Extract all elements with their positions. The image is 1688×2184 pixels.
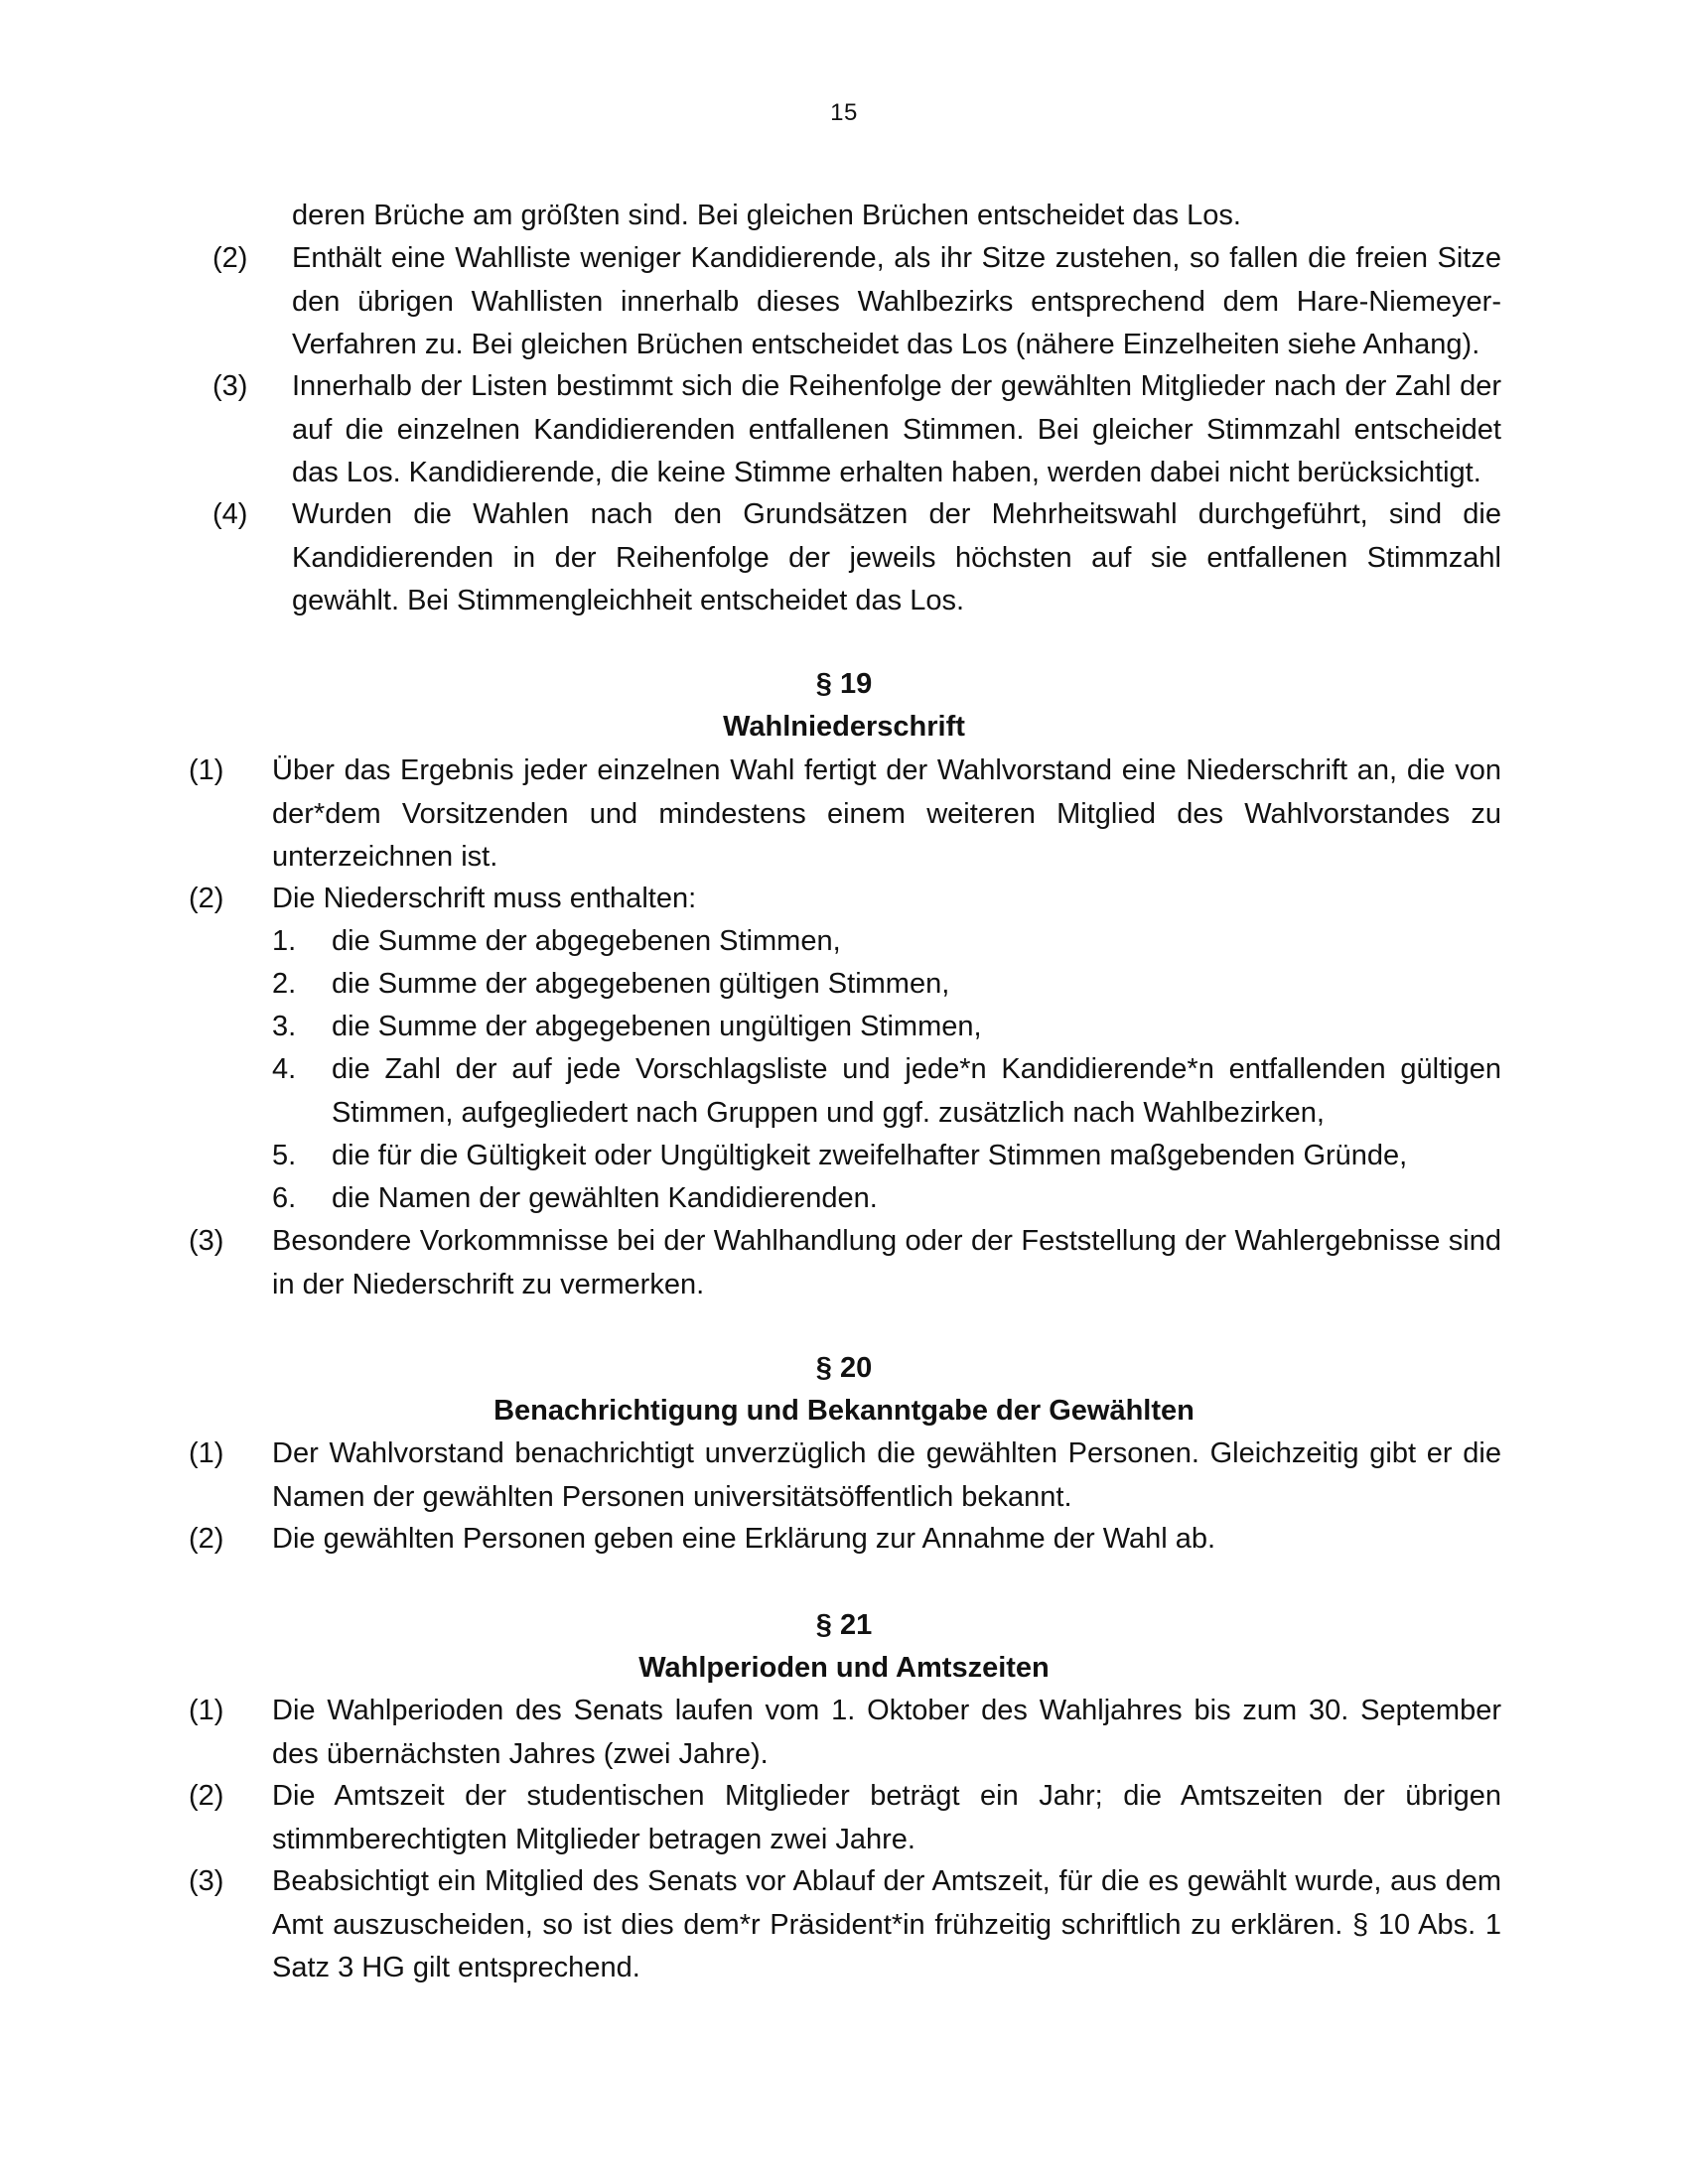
paragraph-number: (2): [212, 242, 248, 274]
list-item-text: die Summe der abgegebenen Stimmen,: [332, 925, 841, 957]
paragraph-text: Wurden die Wahlen nach den Grundsätzen der Mehrheitswahl durchgeführt, sind die Kandidierenden in der Reihenfolge der jeweils höchsten auf sie entfallenen Stimmzahl gewählt. Bei Stimmengleichheit entscheidet das Los.: [292, 498, 1501, 616]
list-item-number: 4.: [272, 1053, 297, 1085]
section-21-title: Wahlperioden und Amtszeiten: [638, 1652, 1050, 1684]
list-item: [272, 963, 1501, 1007]
list-item: [272, 1135, 1501, 1178]
s19-paragraph-2: [189, 878, 1501, 921]
section-19-number: § 19: [815, 668, 873, 700]
s20-paragraph-2: [189, 1518, 1501, 1562]
s21-paragraph-3: [189, 1860, 1501, 1990]
list-item-text: die Zahl der auf jede Vorschlagsliste und jede*n Kandidierende*n entfallenden gültigen Stimmen, aufgegliedert nach Gruppen und ggf. zusätzlich nach Wahlbezirken,: [332, 1053, 1501, 1129]
paragraph-number: (3): [212, 370, 248, 402]
paragraph-number: (3): [189, 1225, 224, 1257]
paragraph-text: Beabsichtigt ein Mitglied des Senats vor Ablauf der Amtszeit, für die es gewählt wurde, aus dem Amt auszuscheiden, so ist dies dem*r Präsident*in frühzeitig schriftlich zu erklären. § 10 Abs. 1 Satz 3 HG gilt entsprechend.: [272, 1865, 1501, 1983]
paragraph-number: (1): [189, 1695, 224, 1726]
list-item: [272, 1006, 1501, 1049]
s18-paragraph-2: [203, 237, 1501, 367]
paragraph-number: (2): [189, 1780, 224, 1812]
list-item-text: die Summe der abgegebenen ungültigen Stimmen,: [332, 1011, 982, 1042]
list-item-number: 3.: [272, 1011, 297, 1042]
paragraph-text: Über das Ergebnis jeder einzelnen Wahl fertigt der Wahlvorstand eine Niederschrift an, die von der*dem Vorsitzenden und mindestens einem weiteren Mitglied des Wahlvorstandes zu unterzeichnen ist.: [272, 754, 1501, 873]
list-item: [272, 1177, 1501, 1221]
paragraph-text: Die Amtszeit der studentischen Mitglieder beträgt ein Jahr; die Amtszeiten der übrigen stimmberechtigten Mitglieder betragen zwei Jahre.: [272, 1780, 1501, 1855]
section-20-title: Benachrichtigung und Bekanntgabe der Gewählten: [493, 1395, 1195, 1427]
s20-paragraph-1: [189, 1433, 1501, 1519]
section-21-number: § 21: [815, 1609, 873, 1641]
s18-paragraph-3: [203, 365, 1501, 495]
list-item: [272, 1048, 1501, 1135]
s18-continuation: deren Brüche am größten sind. Bei gleichen Brüchen entscheidet das Los.: [292, 200, 1241, 231]
paragraph-text: Besondere Vorkommnisse bei der Wahlhandlung oder der Feststellung der Wahlergebnisse sind in der Niederschrift zu vermerken.: [272, 1225, 1501, 1300]
paragraph-text: Die gewählten Personen geben eine Erklärung zur Annahme der Wahl ab.: [272, 1523, 1216, 1555]
list-item-number: 5.: [272, 1140, 297, 1171]
s21-paragraph-1: [189, 1690, 1501, 1776]
s21-paragraph-2: [189, 1775, 1501, 1861]
list-item-text: die Namen der gewählten Kandidierenden.: [332, 1182, 878, 1214]
s19-paragraph-3: [189, 1220, 1501, 1306]
paragraph-number: (3): [189, 1865, 224, 1897]
paragraph-number: (4): [212, 498, 248, 530]
list-item-number: 1.: [272, 925, 297, 957]
paragraph-text: Enthält eine Wahlliste weniger Kandidierende, als ihr Sitze zustehen, so fallen die freien Sitze den übrigen Wahllisten innerhalb dieses Wahlbezirks entsprechend dem Hare-Niemeyer-Verfahren zu. Bei gleichen Brüchen entscheidet das Los (nähere Einzelheiten siehe Anhang).: [292, 242, 1501, 360]
paragraph-number: (1): [189, 754, 224, 786]
list-item-number: 6.: [272, 1182, 297, 1214]
paragraph-number: (2): [189, 883, 224, 914]
paragraph-number: (1): [189, 1437, 224, 1469]
paragraph-text: Der Wahlvorstand benachrichtigt unverzüglich die gewählten Personen. Gleichzeitig gibt er die Namen der gewählten Personen universitätsöffentlich bekannt.: [272, 1437, 1501, 1513]
paragraph-text: Innerhalb der Listen bestimmt sich die Reihenfolge der gewählten Mitglieder nach der Zahl der auf die einzelnen Kandidierenden entfallenen Stimmen. Bei gleicher Stimmzahl entscheidet das Los. Kandidierende, die keine Stimme erhalten haben, werden dabei nicht berücksichtigt.: [292, 370, 1501, 488]
list-item-text: die für die Gültigkeit oder Ungültigkeit zweifelhafter Stimmen maßgebenden Gründe,: [332, 1140, 1408, 1171]
paragraph-text: Die Wahlperioden des Senats laufen vom 1. Oktober des Wahljahres bis zum 30. September des übernächsten Jahres (zwei Jahre).: [272, 1695, 1501, 1770]
section-19-title: Wahlniederschrift: [723, 711, 965, 743]
list-item-number: 2.: [272, 968, 297, 1000]
list-item-text: die Summe der abgegebenen gültigen Stimmen,: [332, 968, 950, 1000]
paragraph-number: (2): [189, 1523, 224, 1555]
s19-paragraph-1: [189, 750, 1501, 880]
s18-paragraph-4: [203, 493, 1501, 623]
page-number: 15: [830, 99, 858, 126]
list-item: [272, 920, 1501, 964]
paragraph-text: Die Niederschrift muss enthalten:: [272, 883, 697, 914]
section-20-number: § 20: [815, 1352, 873, 1384]
